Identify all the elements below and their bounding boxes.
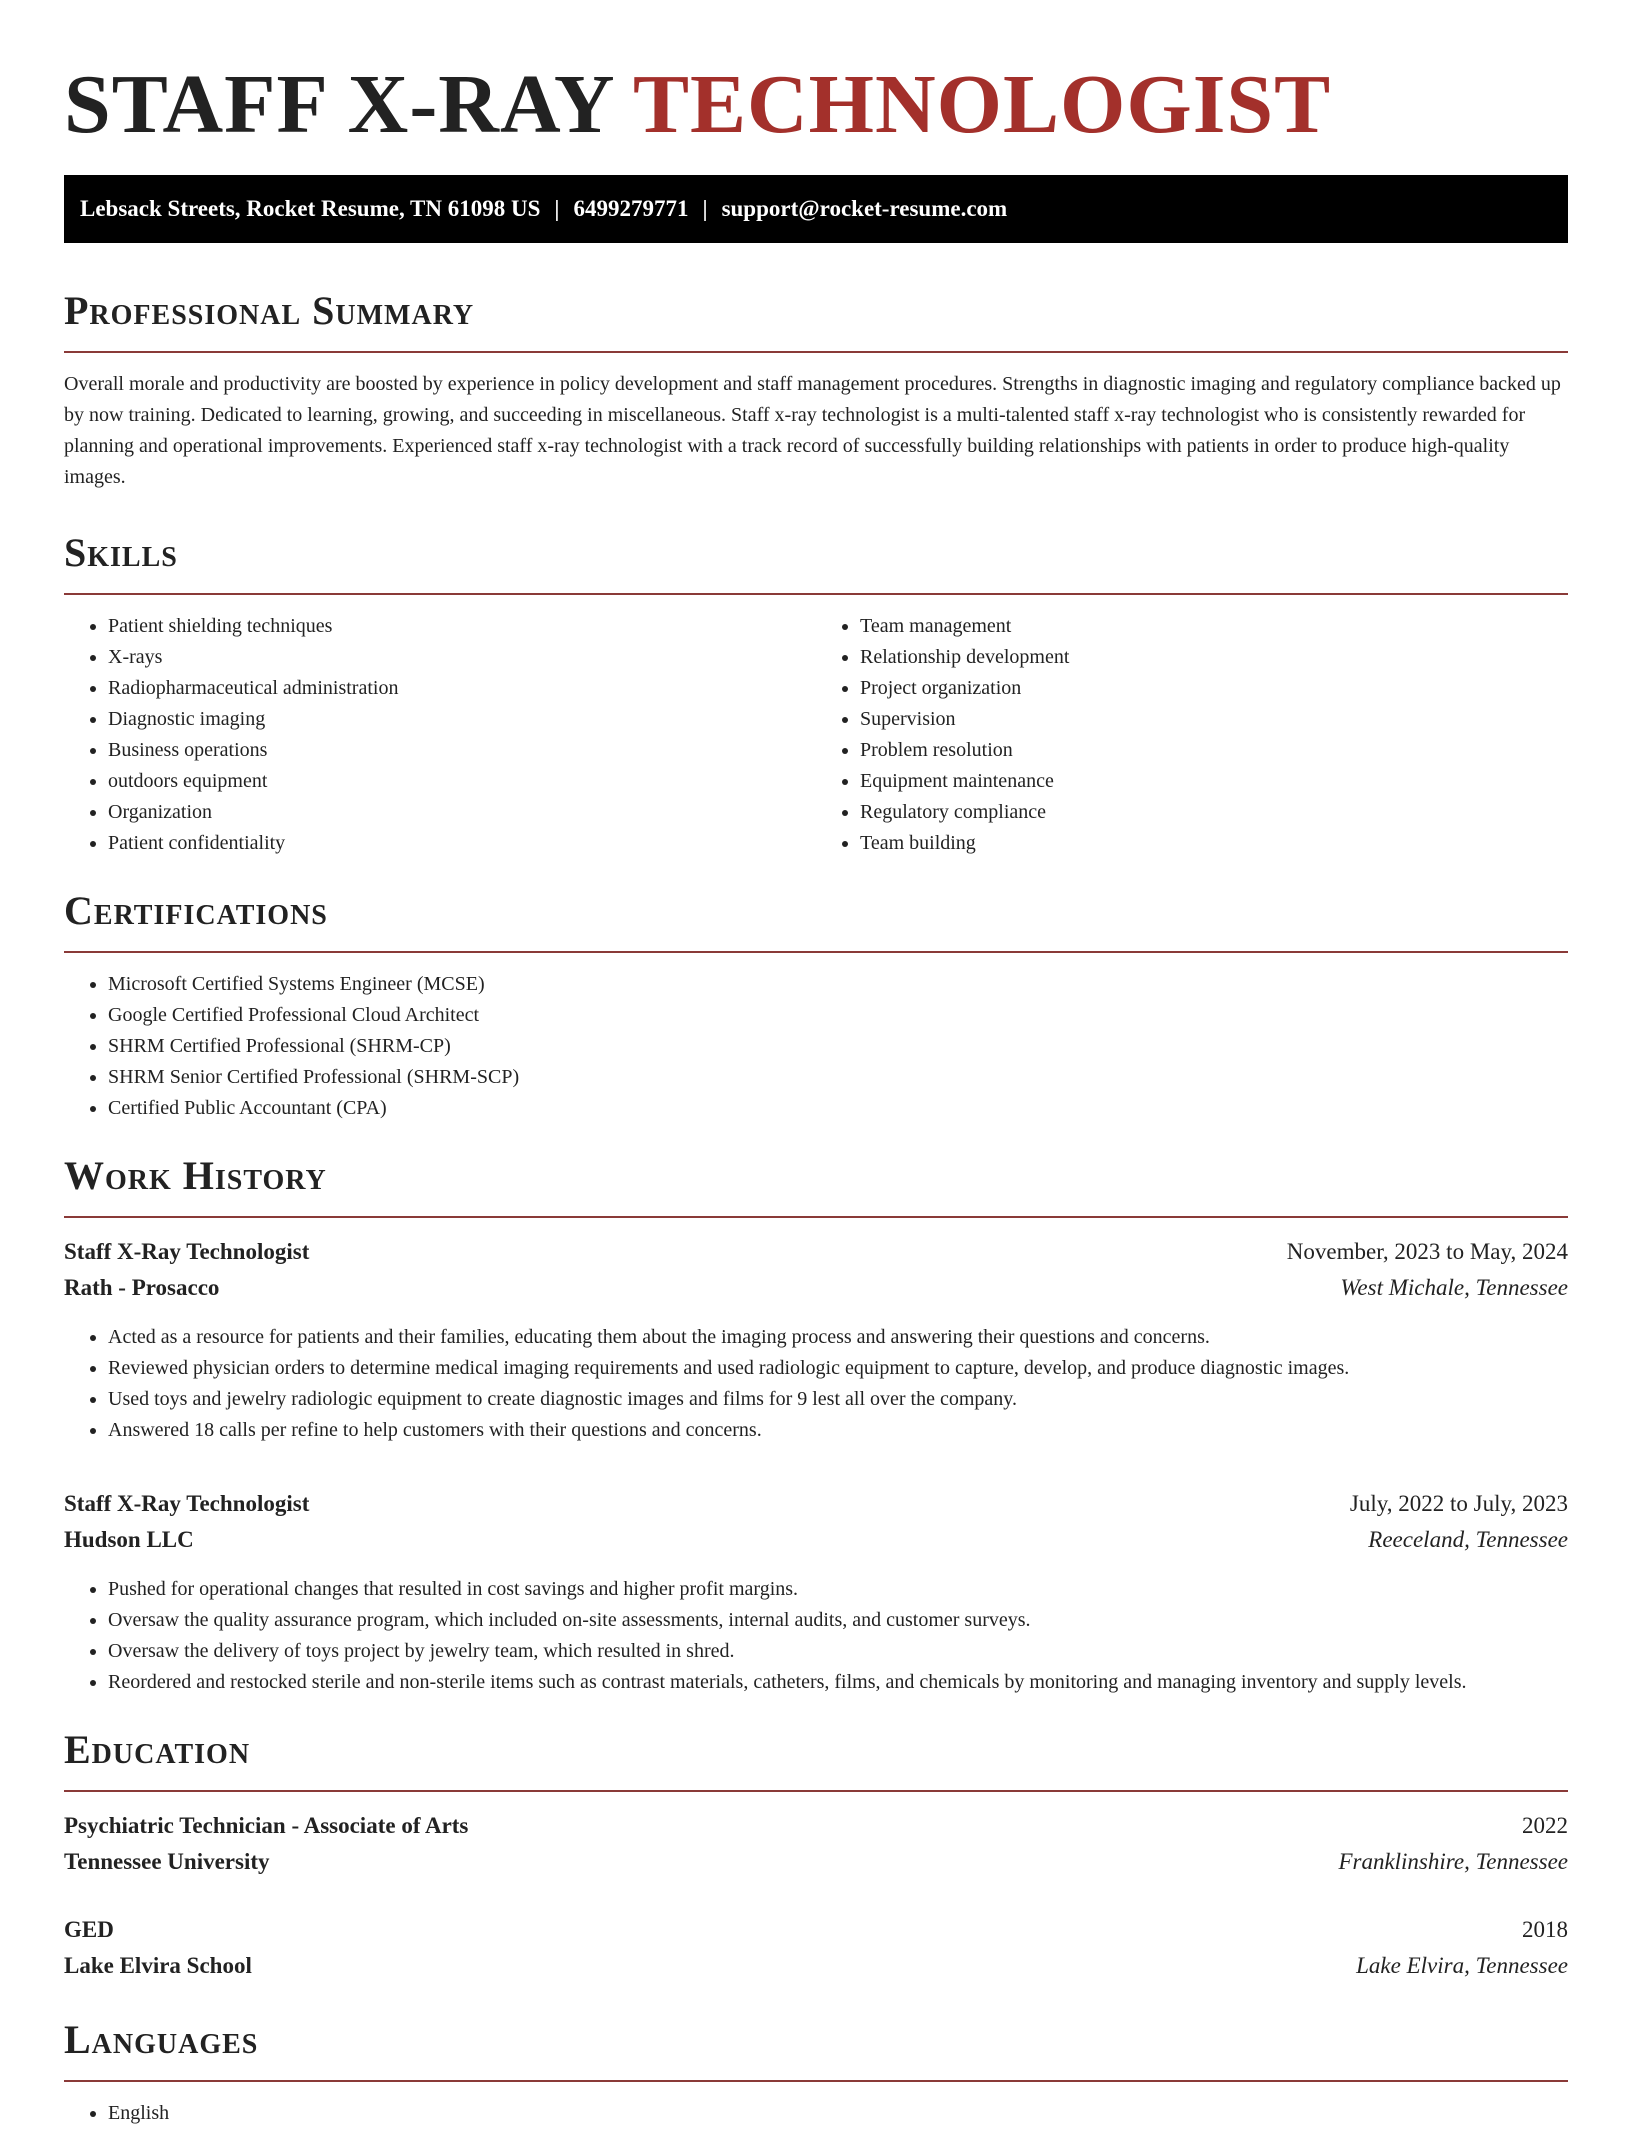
section-divider [64, 1790, 1568, 1792]
list-item: • Pushed for operational changes that resulted in cost savings and higher profit margins. [108, 1574, 1568, 1605]
list-item: • Problem resolution [860, 735, 1568, 766]
job-company: Hudson LLC [64, 1527, 194, 1552]
list-item: • Diagnostic imaging [108, 704, 816, 735]
resume-name [64, 55, 1568, 155]
work-history-section [64, 1152, 1568, 1698]
languages-section [64, 2016, 1568, 2129]
job-dates: November, 2023 to May, 2024 [1286, 1239, 1568, 1264]
list-item: • Patient confidentiality [108, 828, 816, 859]
job-location: West Michale, Tennessee [1340, 1275, 1568, 1300]
list-item: • SHRM Senior Certified Professional (SHRM-SCP) [108, 1062, 1568, 1093]
job-company: Rath - Prosacco [64, 1275, 220, 1300]
job-bullets [64, 1322, 1568, 1446]
education-year: 2018 [1522, 1917, 1568, 1942]
section-divider [64, 593, 1568, 595]
certifications-list [64, 969, 1568, 1124]
contact-separator: | [702, 196, 708, 221]
list-item: • Radiopharmaceutical administration [108, 673, 816, 704]
section-title-skills: Skills [64, 530, 178, 575]
contact-phone: 6499279771 [573, 196, 689, 221]
summary-text: Overall morale and productivity are boosted by experience in policy development and staff management procedures. Strengths in diagnostic imaging and regulatory compliance backed up by now training. Dedicated to learning, growing, and succeeding in miscellaneous. Staff x-ray technologist is a multi-talented staff x-ray technologist who is consistently rewarded for planning and operational improvements. Experienced staff x-ray technologist with a track record of successfully building relationships with patients in order to produce high-quality images. [64, 373, 1561, 488]
contact-address: Lebsack Streets, Rocket Resume, TN 61098 US [80, 196, 541, 221]
contact-email: support@rocket-resume.com [721, 196, 1008, 221]
section-title-languages: Languages [64, 2017, 259, 2062]
education-header-row [64, 1808, 1568, 1844]
job-bullets [64, 1574, 1568, 1698]
job-location: Reeceland, Tennessee [1368, 1527, 1568, 1552]
education-school-row [64, 1948, 1568, 1984]
list-item: • Reviewed physician orders to determine medical imaging requirements and used radiologic equipment to capture, develop, and produce diagnostic images. [108, 1353, 1568, 1384]
name-first: STAFF X-RAY [64, 58, 613, 151]
list-item: • Equipment maintenance [860, 766, 1568, 797]
name-last: TECHNOLOGIST [632, 58, 1332, 151]
summary-section [64, 287, 1568, 493]
list-item: • Team building [860, 828, 1568, 859]
job-entry [64, 1234, 1568, 1446]
education-year: 2022 [1522, 1813, 1568, 1838]
education-section [64, 1726, 1568, 1984]
job-company-row [64, 1270, 1568, 1306]
education-header-row [64, 1912, 1568, 1948]
list-item: • Supervision [860, 704, 1568, 735]
list-item: • Microsoft Certified Systems Engineer (MCSE) [108, 969, 1568, 1000]
education-school: Lake Elvira School [64, 1953, 252, 1978]
list-item: • Regulatory compliance [860, 797, 1568, 828]
list-item: • Google Certified Professional Cloud Architect [108, 1000, 1568, 1031]
job-role: Staff X-Ray Technologist [64, 1239, 310, 1264]
education-degree: GED [64, 1917, 114, 1942]
job-dates: July, 2022 to July, 2023 [1349, 1491, 1568, 1516]
list-item: • Certified Public Accountant (CPA) [108, 1093, 1568, 1124]
list-item: • Reordered and restocked sterile and non-sterile items such as contrast materials, catheters, films, and chemicals by monitoring and managing inventory and supply levels. [108, 1667, 1568, 1698]
section-divider [64, 951, 1568, 953]
list-item: • SHRM Certified Professional (SHRM-CP) [108, 1031, 1568, 1062]
section-divider [64, 351, 1568, 353]
list-item: • Answered 18 calls per refine to help customers with their questions and concerns. [108, 1415, 1568, 1446]
list-item: • Business operations [108, 735, 816, 766]
list-item: • Team management [860, 611, 1568, 642]
list-item: • Relationship development [860, 642, 1568, 673]
contact-separator: | [554, 196, 560, 221]
list-item: • Used toys and jewelry radiologic equipment to create diagnostic images and films for 9 lest all over the company. [108, 1384, 1568, 1415]
languages-list [64, 2098, 1568, 2129]
skills-section [64, 529, 1568, 859]
section-title-certifications: Certifications [64, 888, 328, 933]
education-location: Lake Elvira, Tennessee [1356, 1953, 1568, 1978]
education-school-row [64, 1844, 1568, 1880]
skills-list-right [816, 611, 1568, 859]
section-divider [64, 1216, 1568, 1218]
section-title-work-history: Work History [64, 1153, 327, 1198]
list-item: • Organization [108, 797, 816, 828]
job-company-row [64, 1522, 1568, 1558]
list-item: • Patient shielding techniques [108, 611, 816, 642]
section-title-education: Education [64, 1727, 251, 1772]
education-location: Franklinshire, Tennessee [1338, 1849, 1568, 1874]
section-title-summary: Professional Summary [64, 288, 475, 333]
list-item: • outdoors equipment [108, 766, 816, 797]
education-entry [64, 1912, 1568, 1984]
list-item: • Oversaw the delivery of toys project by jewelry team, which resulted in shred. [108, 1636, 1568, 1667]
list-item: • Acted as a resource for patients and their families, educating them about the imaging process and answering their questions and concerns. [108, 1322, 1568, 1353]
job-role: Staff X-Ray Technologist [64, 1491, 310, 1516]
education-entry [64, 1808, 1568, 1880]
contact-bar [64, 175, 1568, 243]
education-school: Tennessee University [64, 1849, 270, 1874]
job-header-row [64, 1234, 1568, 1270]
list-item: • Oversaw the quality assurance program, which included on-site assessments, internal audits, and customer surveys. [108, 1605, 1568, 1636]
list-item: • English [108, 2098, 1568, 2129]
certifications-section [64, 887, 1568, 1124]
section-divider [64, 2080, 1568, 2082]
skills-grid [64, 611, 1568, 859]
list-item: • Project organization [860, 673, 1568, 704]
education-degree: Psychiatric Technician - Associate of Arts [64, 1813, 469, 1838]
list-item: • X-rays [108, 642, 816, 673]
job-entry [64, 1486, 1568, 1698]
skills-list-left [64, 611, 816, 859]
job-header-row [64, 1486, 1568, 1522]
